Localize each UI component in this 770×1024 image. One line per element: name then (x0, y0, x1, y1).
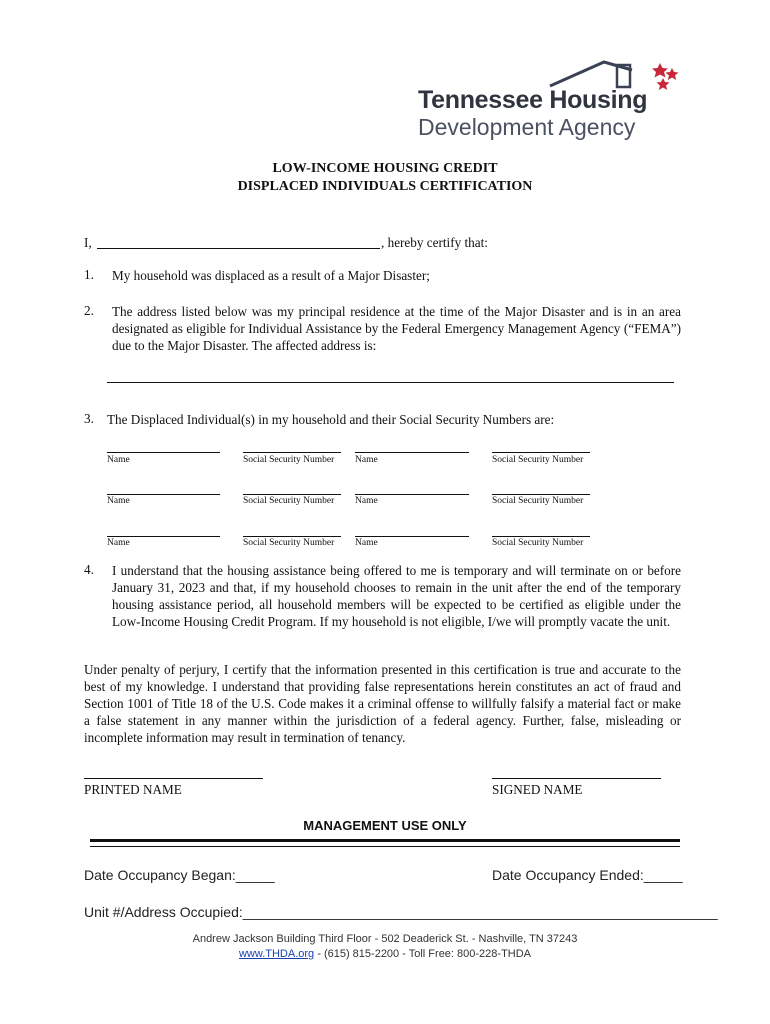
item-3-text: The Displaced Individual(s) in my household and their Social Security Numbers are: (107, 412, 555, 427)
item-4-number: 4. (84, 562, 94, 577)
perjury-statement: Under penalty of perjury, I certify that the information presented in this certification is true and accurate to the best of my knowledge. I understand that providing false representations herein constitutes an act of fraud and Section 1001 of Title 18 of the U.S. Code makes it a criminal offense to willfully falsify a material fact or make a false statement in any manner within the jurisdiction of a federal agency. Further, false, misleading or incomplete information may result in termination of tenancy. (84, 662, 681, 745)
website-link[interactable]: www.THDA.org (238, 948, 315, 960)
name-line[interactable] (355, 536, 469, 537)
ssn-line[interactable] (243, 494, 341, 495)
item-2-text: The address listed below was my principal residence at the time of the Major Disaster and is in an area designated as eligible for Individual Assistance by the Federal Emergency Management Agency (“FEMA”) due to the Major Disaster. The affected address is: (112, 304, 681, 353)
name-label: Name (355, 538, 378, 548)
divider-thick (90, 839, 680, 842)
divider-thin (90, 846, 680, 847)
date-occupancy-ended-field[interactable]: Date Occupancy Ended:_____ (492, 867, 683, 883)
signed-name-line[interactable] (492, 778, 661, 779)
ssn-label: Social Security Number (243, 455, 335, 465)
logo-line-1: Tennessee Housing (418, 86, 648, 114)
ssn-label: Social Security Number (492, 455, 584, 465)
ssn-label: Social Security Number (492, 538, 584, 548)
ssn-label: Social Security Number (243, 496, 335, 506)
footer-phone: - (615) 815-2200 - Toll Free: 800-228-THDA (314, 948, 532, 960)
document-title-line-1: LOW-INCOME HOUSING CREDIT (272, 161, 498, 176)
name-line[interactable] (355, 494, 469, 495)
intro-suffix: , hereby certify that: (381, 235, 488, 250)
signed-name-label: SIGNED NAME (492, 782, 583, 797)
date-occupancy-began-field[interactable]: Date Occupancy Began:_____ (84, 867, 275, 883)
intro-prefix: I, (84, 235, 92, 250)
certifier-name-line[interactable] (97, 248, 380, 249)
item-2-number: 2. (84, 303, 94, 318)
stars-icon (652, 63, 679, 90)
name-label: Name (107, 538, 130, 548)
ssn-line[interactable] (243, 452, 341, 453)
footer-contact (0, 948, 770, 960)
printed-name-label: PRINTED NAME (84, 782, 182, 797)
name-line[interactable] (107, 536, 220, 537)
printed-name-line[interactable] (84, 778, 263, 779)
item-4-text: I understand that the housing assistance being offered to me is temporary and will terminate on or before January 31, 2023 and that, if my household chooses to remain in the unit after the end of the temporary housing assistance period, all household members will be expected to be certified as eligible under the Low-Income Housing Credit Program. If my household is not eligible, I/we will promptly vacate the unit. (112, 563, 681, 629)
item-3-number: 3. (84, 411, 94, 426)
ssn-label: Social Security Number (243, 538, 335, 548)
management-title: MANAGEMENT USE ONLY (303, 818, 467, 833)
name-label: Name (355, 496, 378, 506)
document-title-line-2: DISPLACED INDIVIDUALS CERTIFICATION (237, 179, 533, 194)
item-1-text: My household was displaced as a result of a Major Disaster; (112, 268, 430, 283)
item-1-number: 1. (84, 267, 94, 282)
ssn-label: Social Security Number (492, 496, 584, 506)
name-line[interactable] (355, 452, 469, 453)
ssn-line[interactable] (492, 536, 590, 537)
ssn-line[interactable] (492, 452, 590, 453)
ssn-line[interactable] (492, 494, 590, 495)
name-label: Name (355, 455, 378, 465)
unit-address-field[interactable]: Unit #/Address Occupied:_____________________________________________________________ (84, 904, 718, 920)
name-line[interactable] (107, 452, 220, 453)
name-label: Name (107, 455, 130, 465)
name-line[interactable] (107, 494, 220, 495)
name-label: Name (107, 496, 130, 506)
affected-address-line[interactable] (107, 382, 674, 383)
ssn-line[interactable] (243, 536, 341, 537)
footer-address: Andrew Jackson Building Third Floor - 502 Deaderick St. - Nashville, TN 37243 (192, 933, 578, 945)
logo-line-2: Development Agency (418, 114, 636, 140)
